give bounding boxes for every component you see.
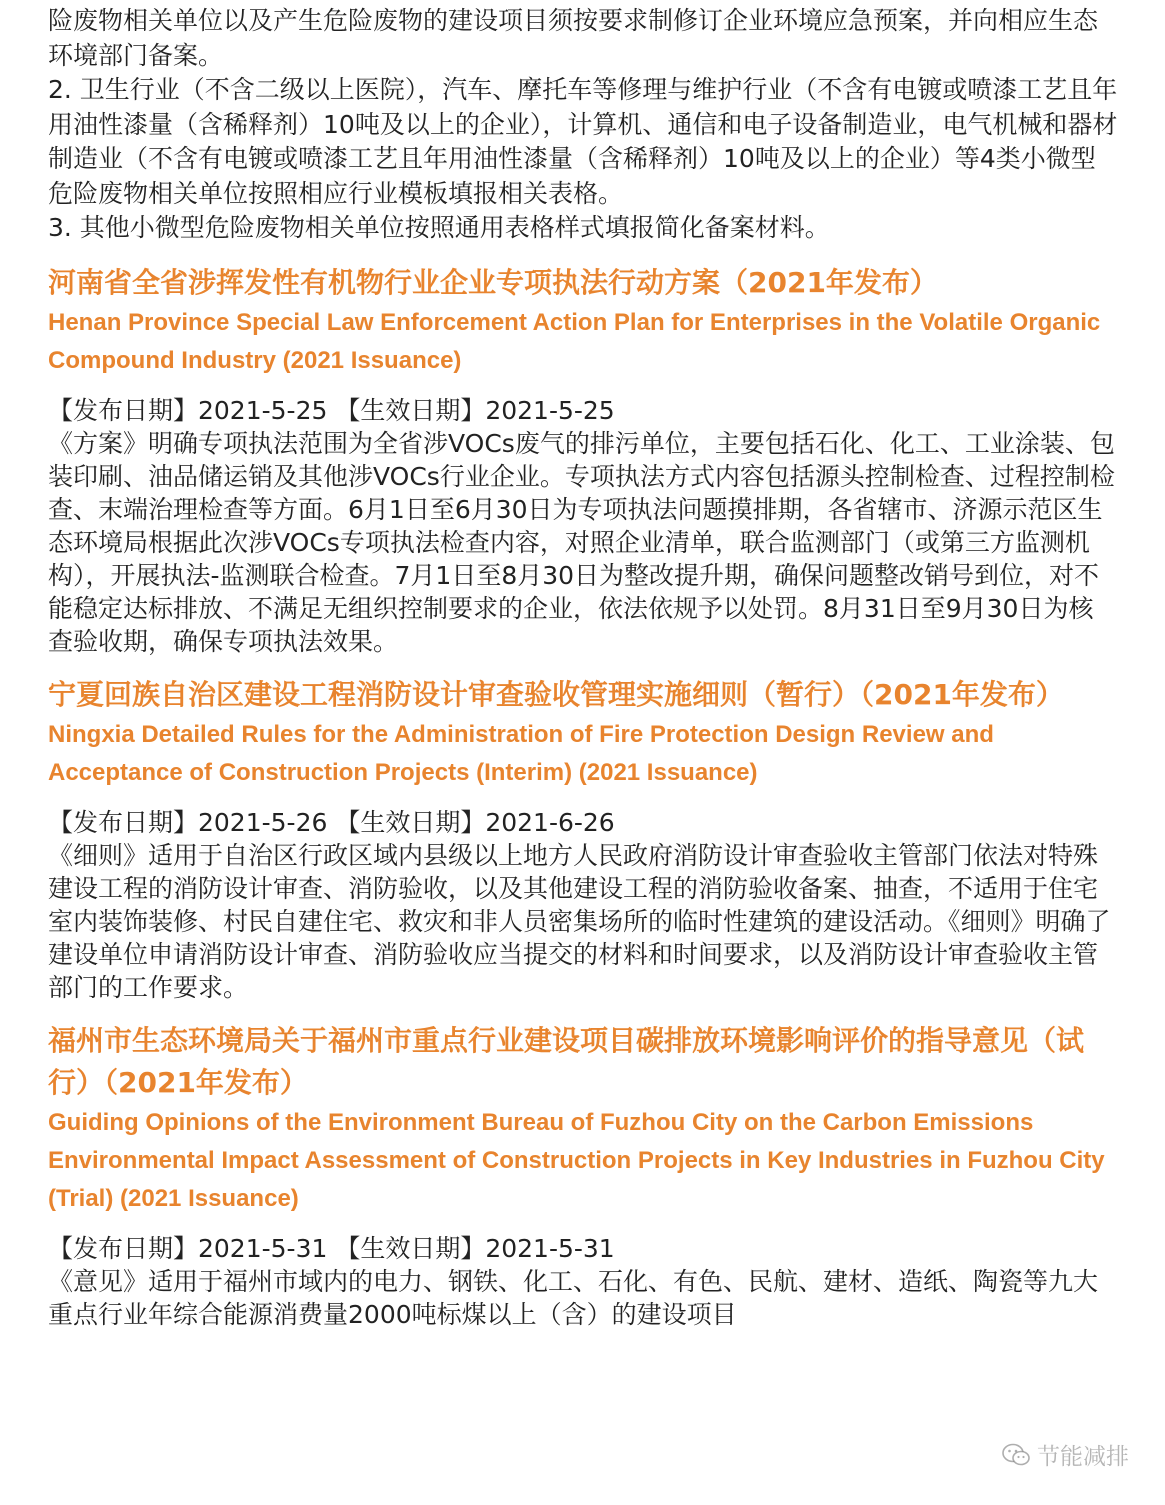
section-title-zh: 河南省全省涉挥发性有机物行业企业专项执法行动方案（2021年发布） <box>48 265 938 299</box>
section-dates: 【发布日期】2021-5-26 【生效日期】2021-6-26 <box>48 807 615 837</box>
policy-section-henan <box>48 262 1118 658</box>
section-body: 《方案》明确专项执法范围为全省涉VOCs废气的排污单位，主要包括石化、化工、工业涂装、包装印刷、油品储运销及其他涉VOCs行业企业。专项执法方式内容包括源头控制检查、过程控制检查、末端治理检查等方面。6月1日至6月30日为专项执法问题摸排期，各省辖市、济源示范区生态环境局根据此次涉VOCs专项执法检查内容，对照企业清单，联合监测部门（或第三方监测机构），开展执法-监测联合检查。7月1日至8月30日为整改提升期，确保问题整改销号到位，对不能稳定达标排放、不满足无组织控制要求的企业，依法依规予以处罚。8月31日至9月30日为核查验收期，确保专项执法效果。 <box>48 428 1115 656</box>
watermark-text: 节能减排 <box>1037 1444 1129 1470</box>
section-dates: 【发布日期】2021-5-25 【生效日期】2021-5-25 <box>48 395 615 425</box>
section-title-zh: 宁夏回族自治区建设工程消防设计审查验收管理实施细则（暂行）（2021年发布） <box>48 677 1064 711</box>
section-title-en: Guiding Opinions of the Environment Bureau of Fuzhou City on the Carbon Emissions Environmental Impact Assessment of Construction Projects in Key Industries in Fuzhou City (Trial) (2021 Issuance) <box>48 1108 1105 1212</box>
wechat-icon <box>1001 1442 1031 1468</box>
intro-block <box>48 4 1118 246</box>
section-body: 《意见》适用于福州市域内的电力、钢铁、化工、石化、有色、民航、建材、造纸、陶瓷等九大重点行业年综合能源消费量2000吨标煤以上（含）的建设项目 <box>48 1266 1099 1329</box>
intro-paragraph: 2. 卫生行业（不含二级以上医院），汽车、摩托车等修理与维护行业（不含有电镀或喷漆工艺且年用油性漆量（含稀释剂）10吨及以上的企业），计算机、通信和电子设备制造业，电气机械和器材制造业（不含有电镀或喷漆工艺且年用油性漆量（含稀释剂）10吨及以上的企业）等4类小微型危险废物相关单位按照相应行业模板填报相关表格。 <box>48 75 1118 208</box>
watermark <box>1001 1438 1129 1471</box>
policy-section-fuzhou <box>48 1020 1118 1331</box>
section-title-zh: 福州市生态环境局关于福州市重点行业建设项目碳排放环境影响评价的指导意见（试行）（2021年发布） <box>48 1023 1085 1099</box>
section-title-en: Henan Province Special Law Enforcement Action Plan for Enterprises in the Volatile Organic Compound Industry (2021 Issuance) <box>48 308 1101 374</box>
intro-paragraph: 险废物相关单位以及产生危险废物的建设项目须按要求制修订企业环境应急预案，并向相应生态环境部门备案。 <box>48 6 1099 70</box>
section-title-en: Ningxia Detailed Rules for the Administration of Fire Protection Design Review and Acceptance of Construction Projects (Interim) (2021 Issuance) <box>48 720 994 786</box>
policy-section-ningxia <box>48 674 1118 1004</box>
section-dates: 【发布日期】2021-5-31 【生效日期】2021-5-31 <box>48 1233 615 1263</box>
document-page <box>48 4 1118 1331</box>
section-body: 《细则》适用于自治区行政区域内县级以上地方人民政府消防设计审查验收主管部门依法对特殊建设工程的消防设计审查、消防验收，以及其他建设工程的消防验收备案、抽查，不适用于住宅室内装饰装修、村民自建住宅、救灾和非人员密集场所的临时性建筑的建设活动。《细则》明确了建设单位申请消防设计审查、消防验收应当提交的材料和时间要求，以及消防设计审查验收主管部门的工作要求。 <box>48 840 1111 1002</box>
intro-paragraph: 3. 其他小微型危险废物相关单位按照通用表格样式填报简化备案材料。 <box>48 213 830 242</box>
